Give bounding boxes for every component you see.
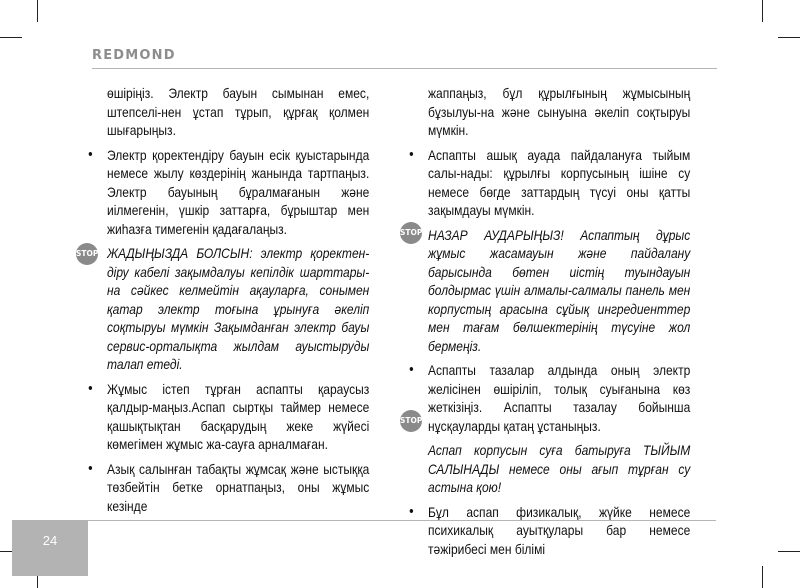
warning-lead: ЖАДЫҢЫЗДА БОЛСЫН: <box>107 245 253 261</box>
left-column <box>88 84 370 521</box>
bullet-icon: • <box>409 361 414 378</box>
crop-mark <box>762 0 763 22</box>
list-item: • Аспапты ашық ауада пайдалануға тыйым салы-нады: құрылғы корпусының ішіне су немесе бөгде заттардың түсуі оны қатты зақымдауы мүмкін. <box>409 145 691 218</box>
bullet-icon: • <box>409 502 414 520</box>
stop-icon: STOP <box>76 243 98 265</box>
list-item: • Электр қоректендіру бауын есік қуыстарында немесе жылу көздерінің жанында тартпаңыз. Электр бауының бұралмағанын және иілмегенін, үшкір заттарға, бұрыштар мен жиһазға тимегенін қадағалаңыз. <box>88 145 370 237</box>
warning-lead: НАЗАР АУДАРЫҢЫЗ! <box>428 226 564 243</box>
brand-logo: REDMOND <box>92 48 176 63</box>
crop-mark <box>762 566 763 588</box>
list-item: • Жұмыс істеп тұрған аспапты қараусыз қалдыр-маңыз.Аспап сыртқы таймер немесе қашықтықтан басқарудың жеке жүйесі көмегімен жұмыс жа-сауға арналмаған. <box>88 379 370 452</box>
crop-mark <box>778 37 800 38</box>
bullet-icon: • <box>88 145 93 163</box>
crop-mark <box>0 37 22 38</box>
paragraph: өшіріңіз. Электр бауын сымынан емес, штепселі-нен ұстап тұрып, құрғақ қолмен шығарыңыз. <box>107 85 370 138</box>
stop-icon: STOP <box>400 222 422 244</box>
warning-note: ЖАДЫҢЫЗДА БОЛСЫН: электр қоректен-діру кабелі зақымдалуы кепілдік шарттары-на сәйкес келмейтін ақауларға, сонымен қатар электр тоғына ұрынуға әкеліп соқтыруы мүмкін Зақымданған электр бауы сервис-орталықта жылдам ауыстыруды талап етеді. <box>107 245 370 372</box>
header-rule <box>92 68 717 69</box>
footer-rule <box>88 520 716 521</box>
warning-note: НАЗАР АУДАРЫҢЫЗ! Аспаптың дұрыс жұмыс жасамауын және пайдалану барысында бөтен иістің туындауын болдырмас үшін алмалы-салмалы панель мен корпустың арасына сұйық ингредиенттер мен тағам бөлшектерінің түсуіне жол бермеңіз. <box>428 226 691 354</box>
bullet-icon: • <box>88 379 93 397</box>
warning-lead: Аспап корпусын суға батыруға ТЫЙЫМ САЛЫНАДЫ <box>428 442 691 477</box>
list-item: • Аспапты тазалар алдында оның электр желісінен өшіріліп, толық суығанына көз жеткізіңіз. Аспапты тазалау бойынша нұсқауларды қатаң ұстаныңыз. <box>409 361 691 434</box>
warning-note: Аспап корпусын суға батыруға ТЫЙЫМ САЛЫНАДЫ немесе оны ағып тұрған су астына қою! <box>428 442 691 495</box>
paragraph: жаппаңыз, бұл құрылғының жұмысының бұзылуы-на және сынуына әкеліп соқтыруы мүмкін. <box>428 85 691 138</box>
list-item: • Азық салынған табақты жұмсақ және ыстыққа төзбейтін бетке орнатпаңыз, оны жұмыс кезінде <box>88 459 370 514</box>
bullet-icon: • <box>409 145 414 163</box>
page-number: 24 <box>42 532 58 548</box>
bullet-icon: • <box>88 459 93 477</box>
crop-mark <box>37 0 38 22</box>
list-item: • Бұл аспап физикалық, жүйке немесе психикалық ауытқулары бар немесе тәжірибесі мен білімі <box>409 502 691 557</box>
stop-icon: STOP <box>400 410 422 432</box>
crop-mark <box>778 551 800 552</box>
